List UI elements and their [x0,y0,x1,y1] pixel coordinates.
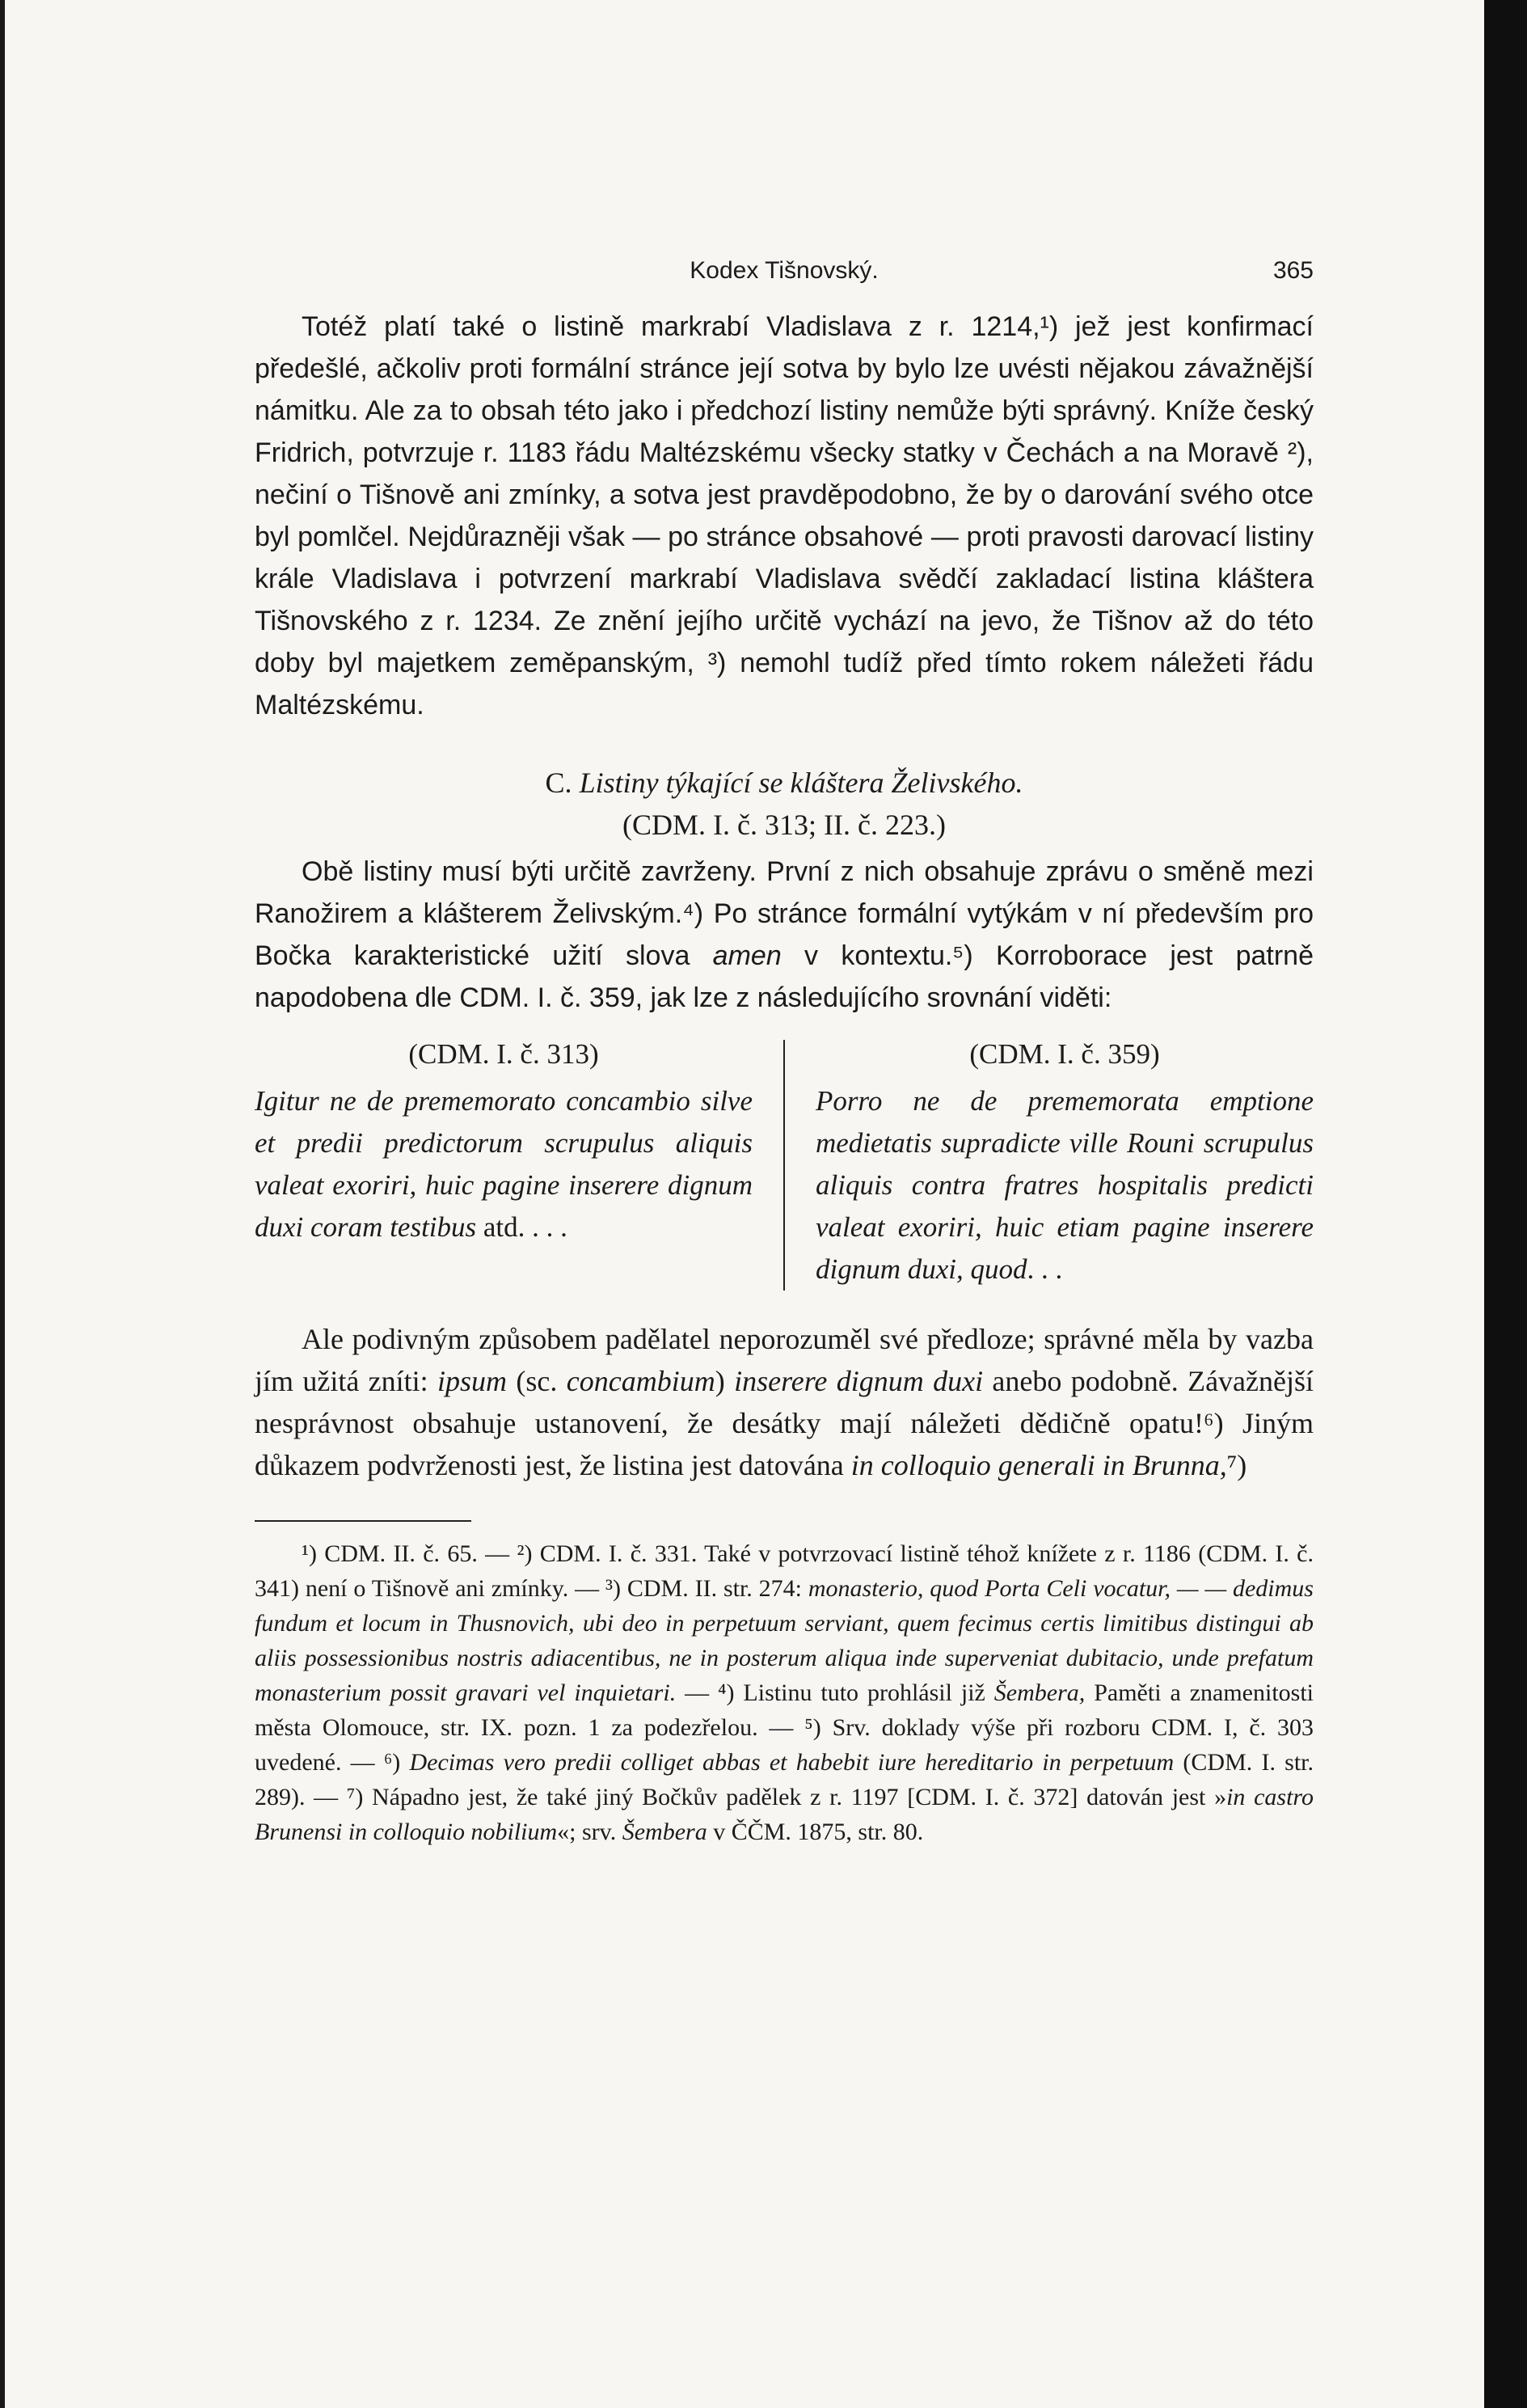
footnote-4a: — ⁴) Listinu tuto prohlásil již [676,1679,994,1706]
paragraph-3-ital3: inserere dignum duxi [734,1365,984,1397]
comparison-columns [255,1033,1314,1291]
page-number: 365 [1272,257,1314,284]
paragraph-3-part1: Ale podivným způsobem padělatel neporozuměl své předloze; správné měla by vazba jím užitá zníti: [255,1323,1314,1397]
footnote-6b: (CDM. I. str. 289). — ⁷) Nápadno jest, že také jiný Bočkův padělek z r. 1197 [CDM. I. č. 372] datován jest » [255,1749,1314,1810]
running-header [255,257,1314,306]
paragraph-3-part4: anebo podobně. Závažnější nesprávnost obsahuje ustanovení, že desátky mají náležeti dědičně opatu!⁶) Jiným důkazem podvrženosti jest, že listina jest datována [255,1365,1314,1481]
footnote-7-quote: in castro Brunensi in colloquio nobilium [255,1784,1314,1845]
paragraph-3-ital2: concambium [566,1365,715,1397]
paragraph-3-ital1: ipsum [437,1365,508,1397]
footnote-7-name: Šembera [622,1819,707,1845]
section-letter: C. [545,767,572,799]
paragraph-2 [255,851,1314,1019]
footnote-6-quote: Decimas vero predii colliget abbas et habebit iure hereditario in perpetuum [409,1749,1175,1776]
comparison-left-tail: atd. . . . [476,1211,567,1243]
footnote-3-quote: monasterio, quod Porta Celi vocatur, — — dedimus fundum et locum in Thusnovich, ubi deo in perpetuum serviant, quem fecimus certis limitibus distingui ab aliis possessionibus nostris adiacentibus, ne in posterum aliqua inde superveniat dubitacio, unde prefatum monasterium possit gravari vel inquietari. [255,1575,1314,1706]
footnotes [255,1536,1314,1849]
footnote-4b: Paměti a znamenitosti města Olomouce, str. IX. pozn. 1 za podezřelou. — ⁵) Srv. doklady výše při rozboru CDM. I, č. 303 uvedené. — ⁶) [255,1679,1314,1776]
paragraph-3-part3: ) [715,1365,735,1397]
comparison-right-quote: Porro ne de prememorata emptione medietatis supradicte ville Rouni scrupulus aliquis contra fratres hospitalis predicti valeat exoriri, huic etiam pagine inserere dignum duxi, quod [816,1085,1314,1285]
header-title: Kodex Tišnovský. [690,257,879,284]
book-spine-shadow [1484,0,1527,2408]
comparison-right-text [816,1080,1314,1291]
comparison-left-text [255,1080,753,1248]
footnote-1-3: ¹) CDM. II. č. 65. — ²) CDM. I. č. 331. Také v potvrzovací listině téhož knížete z r. 1186 (CDM. I. č. 341) není o Tišnově ani zmínky. — ³) CDM. II. str. 274: [255,1540,1314,1602]
paragraph-2-italic-word: amen [712,940,782,971]
comparison-left-heading: (CDM. I. č. 313) [408,1038,599,1070]
comparison-left-quote: Igitur ne de prememorato concambio silve et predii predictorum scrupulus aliquis valeat exoriri, huic pagine inserere dignum duxi coram testibus [255,1085,753,1243]
page-content [255,257,1314,1849]
paragraph-3-part2: (sc. [507,1365,567,1397]
section-reference: (CDM. I. č. 313; II. č. 223.) [622,809,946,841]
footnote-7c: v ČČM. 1875, str. 80. [707,1819,924,1845]
paragraph-3-part5: ⁷) [1226,1449,1247,1481]
comparison-left [255,1033,783,1291]
footnote-7b: «; srv. [557,1819,622,1845]
paragraph-2-text: Obě listiny musí býti určitě zavrženy. První z nich obsahuje zprávu o směně mezi Ranožirem a klášterem Želivským.⁴) Po stránce formální vytýkám v ní především pro Bočka karakteristické užití slova [255,856,1314,971]
footnote-4-name: Šembera, [993,1679,1086,1706]
comparison-right-tail: . . . [1027,1253,1063,1285]
paragraph-1: Totéž platí také o listině markrabí Vladislava z r. 1214,¹) jež jest konfirmací předešlé, ačkoliv proti formální stránce její sotva by bylo lze uvésti nějakou závažnější námitku. Ale za to obsah této jako i předchozí listiny nemůže býti správný. Kníže český Fridrich, potvrzuje r. 1183 řádu Maltézskému všecky statky v Čechách a na Moravě ²), nečiní o Tišnově ani zmínky, a sotva jest pravděpodobno, že by o darování svého otce byl pomlčel. Nejdůrazněji však — po stránce obsahové — proti pravosti darovací listiny krále Vladislava i potvrzení markrabí Vladislava svědčí zakladací listina kláštera Tišnovského z r. 1234. Ze znění jejího určitě vychází na jevo, že Tišnov až do této doby byl majetkem zeměpanským, ³) nemohl tudíž před tímto rokem náležeti řádu Maltézskému. [255,311,1314,720]
section-title: Listiny týkající se kláštera Želivského. [579,767,1023,799]
paragraph-2-rest: v kontextu.⁵) Korroborace jest patrně napodobena dle CDM. I. č. 359, jak lze z následujícího srovnání viděti: [255,940,1314,1013]
comparison-right [785,1033,1314,1291]
comparison-right-heading: (CDM. I. č. 359) [969,1038,1160,1070]
paragraph-3 [255,1318,1314,1486]
paragraph-3-ital4: in colloquio generali in Brunna, [850,1449,1227,1481]
footnote-rule [255,1520,471,1522]
section-heading [255,762,1314,804]
